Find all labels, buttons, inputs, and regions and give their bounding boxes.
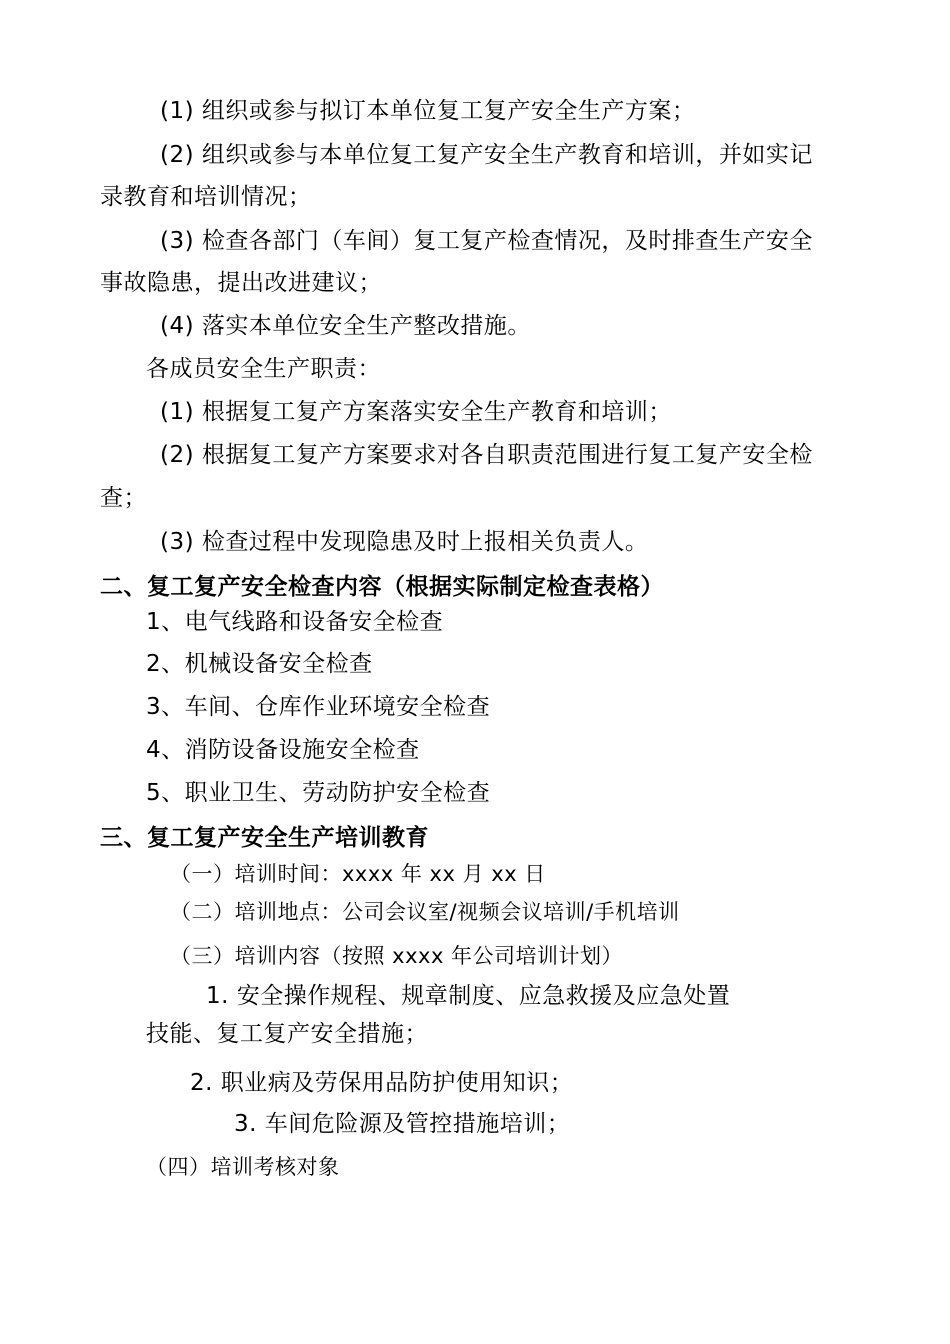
training-time: （一）培训时间：xxxx 年 xx 月 xx 日 (170, 862, 546, 886)
training-content-heading: （三）培训内容（按照 xxxx 年公司培训计划） (170, 944, 624, 968)
duty-item-3: (3) 检查各部门（车间）复工复产检查情况，及时排查生产安全 (160, 228, 813, 254)
check-item-4: 4、消防设备设施安全检查 (146, 737, 420, 763)
member-item-2-cont: 查； (100, 485, 147, 511)
check-item-3: 3、车间、仓库作业环境安全检查 (146, 694, 491, 720)
duty-item-4: (4) 落实本单位安全生产整改措施。 (160, 313, 531, 339)
member-item-3: (3) 检查过程中发现隐患及时上报相关负责人。 (160, 529, 649, 555)
check-item-2: 2、机械设备安全检查 (146, 651, 373, 677)
section-3-heading: 三、复工复产安全生产培训教育 (100, 825, 429, 851)
members-duty-heading: 各成员安全生产职责： (146, 356, 381, 382)
duty-item-3-cont: 事故隐患，提出改进建议； (100, 270, 382, 296)
training-target-heading: （四）培训考核对象 (146, 1155, 340, 1179)
member-item-2: (2) 根据复工复产方案要求对各自职责范围进行复工复产安全检 (160, 442, 813, 468)
training-content-3: 3. 车间危险源及管控措施培训； (234, 1111, 571, 1137)
training-content-1: 1. 安全操作规程、规章制度、应急救援及应急处置 (206, 983, 731, 1009)
member-item-1: (1) 根据复工复产方案落实安全生产教育和培训； (160, 399, 672, 425)
duty-item-1: (1) 组织或参与拟订本单位复工复产安全生产方案； (160, 98, 696, 124)
training-content-1-cont: 技能、复工复产安全措施； (146, 1021, 428, 1047)
duty-item-2-cont: 录教育和培训情况； (100, 184, 312, 210)
training-location: （二）培训地点：公司会议室/视频会议培训/手机培训 (170, 900, 680, 924)
training-content-2: 2. 职业病及劳保用品防护使用知识； (190, 1070, 574, 1096)
check-item-5: 5、职业卫生、劳动防护安全检查 (146, 780, 491, 806)
section-2-heading: 二、复工复产安全检查内容（根据实际制定检查表格） (100, 574, 664, 600)
duty-item-2: (2) 组织或参与本单位复工复产安全生产教育和培训，并如实记 (160, 142, 813, 168)
check-item-1: 1、电气线路和设备安全检查 (146, 609, 444, 635)
